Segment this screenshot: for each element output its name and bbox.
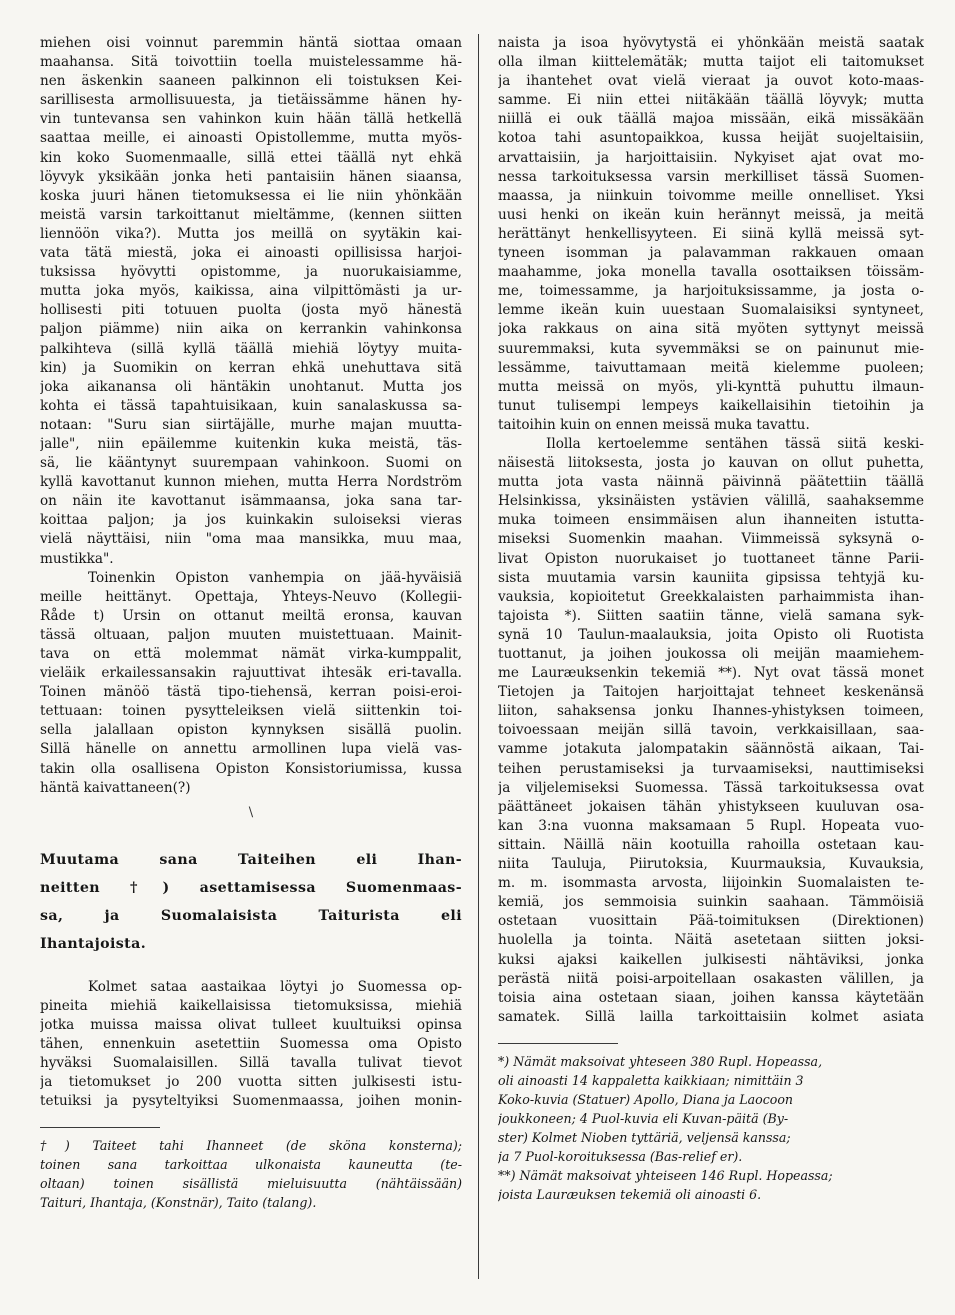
text-line: koittaa paljon; ja jos kuinkakin suloiseksi vieras xyxy=(40,512,462,529)
text-line: livat Opiston nuorukaiset jo tuottaneet tänne Parii- xyxy=(498,550,924,567)
text-line: muka toimeen ensimmäisen alun ihanneiten istutta- xyxy=(498,512,924,529)
footnote-line: †) Taiteet tahi Ihanneet (de sköna konsterna); xyxy=(40,1138,462,1154)
footnote-line: ster) Kolmet Nioben tyttäriä, veljensä kanssa; xyxy=(498,1129,791,1145)
text-line: koska juuri hänen tietomuksessa ei lie niin yhönkään xyxy=(40,187,462,204)
article-heading xyxy=(40,846,462,958)
text-line: löyvyk yksikään jonka heti pantaisiin hänen siaansa, xyxy=(40,168,462,185)
text-line: tässä oltuaan, paljon muuten muistettuaan. Mainit- xyxy=(40,626,462,643)
text-line: lemme ikeän kuin uuestaan Suomalaisiksi syntyneet, xyxy=(498,302,924,319)
text-line: tähen, ennenkuin asetettiin Suomessa oma Opisto xyxy=(40,1036,462,1053)
text-line: uusi henki on ikeän kuin herännyt meissä, ja meitä xyxy=(498,206,924,223)
footnote-line: toinen sana tarkoittaa ulkonaista kauneutta (te- xyxy=(40,1157,462,1173)
text-line: samatek. Sillä lailla tarkoittaisiin kolmet asiata xyxy=(498,1008,924,1025)
text-line: niita Tauluja, Piirutoksia, Kuurmauksia, Kuvauksia, xyxy=(498,856,924,873)
text-line: synä 10 Taulun-maalauksia, joita Opisto oli Ruotista xyxy=(498,626,924,643)
text-line: kyllä kavottanut kunnon miehen, mutta Herra Nordström xyxy=(40,474,462,491)
text-line: ja tietomukset jo 200 vuotta sitten julkisesti istu- xyxy=(40,1074,462,1091)
text-line: kuksi ajaksi kaikellen julkisesti nähtäviksi, jonka xyxy=(498,951,924,968)
text-line: sä, lie kääntynyt suurempaan vahinkoon. Suomi on xyxy=(40,455,462,472)
left-column xyxy=(40,34,462,1212)
text-line: saattaa meille, ei ainoasti Opistollemme, mutta myös- xyxy=(40,130,462,147)
text-line: huolella ja tointa. Näitä asetetaan siitten joksi- xyxy=(498,932,924,949)
text-line: Toinen mänöö tästä tipo-tiehensä, kerran poisi-eroi- xyxy=(40,684,462,701)
text-line: sittain. Näillä näin kootuilla rahoilla ostetaan kau- xyxy=(498,836,924,853)
text-line: maahamme, joka monella tavalla osottaiksen töissäm- xyxy=(498,264,924,281)
text-line: tunut tulisempi lempeys kaikellaisihin tietoihin ja xyxy=(498,397,924,414)
footnote-line: joista Lauræuksen tekemiä oli ainoasti 6. xyxy=(498,1186,762,1202)
text-line: Kolmet sataa aastaikaa löytyi jo Suomessa op- xyxy=(88,978,462,995)
footnote-line: ja 7 Puol-koroituksessa (Bas-relief er). xyxy=(498,1148,743,1164)
text-line: toivoessaan meijän sillä tavoin, verkkaisillaan, saa- xyxy=(498,722,924,739)
text-line: teihen perustamiseksi ja turvaamiseksi, nauttimiseksi xyxy=(498,760,924,777)
text-line: nessa tarkoituksessa varsin merkilliset tässä Suomen- xyxy=(498,168,924,185)
text-line: tuksissa hyövytti opistomme, ja nuorukaisiamme, xyxy=(40,264,462,281)
text-line: sista muutamia varsin kauniita gipsissa tehtyjä ku- xyxy=(498,569,924,586)
text-line: notaan: "Suru sian siirtäjälle, murhe majan muutta- xyxy=(40,416,462,433)
text-line: ja ihantehet ovat vielä vieraat ja ouvot koto-maas- xyxy=(498,73,924,90)
text-line: kin) ja Suomikin on kerran ehkä unehuttava sitä xyxy=(40,359,462,376)
text-line: vata tätä miestä, joka ei ainoasti opillisissa harjoi- xyxy=(40,245,462,262)
text-line: kohta ei tässä tapahtuisikaan, kuin sanalaskussa sa- xyxy=(40,397,462,414)
text-line: lessämme, taivuttamaan meitä kielemme puoleen; xyxy=(498,359,924,376)
column-divider xyxy=(478,34,479,1279)
text-line: tajoista *). Siitten saatiin tänne, vielä samana syk- xyxy=(498,607,924,624)
text-line: meistä varsin tarkoittanut mieltämme, (kennen siitten xyxy=(40,206,462,223)
heading-line: Ihantajoista. xyxy=(40,935,147,952)
text-line: näisestä liitoksesta, josta jo kauvan on ollut puhetta, xyxy=(498,455,924,472)
text-line: toisia aina ostetaan siaan, joihen kanssa käytetään xyxy=(498,989,924,1006)
footnote-line: Koko-kuvia (Statuer) Apollo, Diana ja Laocoon xyxy=(498,1091,794,1107)
text-line: Helsinkissa, yksinäisten ystävien välillä, saahaksemme xyxy=(498,493,924,510)
text-line: m. m. isommasta arvosta, liijoinkin Suomalaisten te- xyxy=(498,875,924,892)
text-line: päättäneet jokaisen tähän yhistykseen kuuluvan osa- xyxy=(498,798,924,815)
text-line: nen äskenkin saaneen palkinnon eli toistuksen Kei- xyxy=(40,73,462,90)
text-line: maassa, ja niinkuin toivomme meille onnelliset. Yksi xyxy=(498,187,924,204)
text-line: samme. Ei niin ettei niitäkään täällä löyvyk; mutta xyxy=(498,92,924,109)
text-line: vauksia, kopioitetut Greekkalaisten parhaimmista ihan- xyxy=(498,588,924,605)
text-line: pineita miehiä kaikellaisissa tietomuksissa, miehiä xyxy=(40,997,462,1014)
text-line: Ilolla kertoelemme sentähen tässä siitä keski- xyxy=(546,435,924,452)
text-line: perästä niitä poisi-arpoitellaan osakasten välillen, ja xyxy=(498,970,924,987)
text-line: paljon piämme) niin aika on kerrankin vahinkonsa xyxy=(40,321,462,338)
footnote-line: **) Nämät maksoivat yhteiseen 146 Rupl. Hopeassa; xyxy=(498,1167,833,1183)
text-line: mutta jota vasta näinnä päivinnä päätettiin täällä xyxy=(498,474,924,491)
text-line: palkihteva (sillä kyllä täällä miehiä löytyy muita- xyxy=(40,340,462,357)
footnote-line: oli ainoasti 14 kappaletta kaikkiaan; nimittäin 3 xyxy=(498,1072,804,1088)
text-line: kan 3:na vuonna maksamaan 5 Rupl. Hopeata vuo- xyxy=(498,817,924,834)
heading-line: neitten †) asettamisessa Suomenmaas- xyxy=(40,879,462,896)
footnote-line: Taituri, Ihantaja, (Konstnär), Taito (talang). xyxy=(40,1195,317,1211)
text-line: mutta meissä on myös, yli-kynttä puhuttu ilmaun- xyxy=(498,378,924,395)
text-line: ostetaan vuosittain Pää-toimituksen (Direktionen) xyxy=(498,913,924,930)
text-line: vamme jotakuta jalompatakin säännöstä aikaan, Tai- xyxy=(498,741,924,758)
text-line: olla ilman kiittelemätäk; mutta taijot eli taitomukset xyxy=(498,54,924,71)
left-body-text xyxy=(40,34,462,798)
text-line: sarillisesta armollisuuesta, ja tietäissämme hänen hy- xyxy=(40,92,462,109)
text-line: arvattaisiin, ja harjoittaisiin. Nykyiset ajat ovat mo- xyxy=(498,149,924,166)
text-line: kin koko Suomenmaalle, sillä ettei täällä nyt ehkä xyxy=(40,149,462,166)
text-line: mutta joka myös, kaikissa, aina vilpittömästi ja ur- xyxy=(40,283,462,300)
text-line: Råde t) Ursin on ottanut meiltä eronsa, kauvan xyxy=(40,607,462,624)
text-line: hollisesti piti totuuen puolta (josta myö hänestä xyxy=(40,302,462,319)
text-line: naista ja isoa hyövytystä ei yhönkään meistä saatak xyxy=(498,35,924,51)
heading-line: sa, ja Suomalaisista Taiturista eli xyxy=(40,907,462,924)
text-line: joka rakkaus on aina sitä myöten syttynyt meissä xyxy=(498,321,924,338)
text-line: tyneen isomman ja palavamman rakkauen omaan xyxy=(498,245,924,262)
footnote-line: joukkoneen; 4 Puol-kuvia eli Kuvan-päitä (By- xyxy=(498,1110,789,1126)
text-line: ja viljelemiseksi Suomessa. Tässä tarkoituksessa ovat xyxy=(498,779,924,796)
text-line: liennöön vika?). Mutta jos meillä on syytäkin kai- xyxy=(40,225,462,242)
left-body-text-2 xyxy=(40,978,462,1112)
section-mark: \ xyxy=(248,804,254,820)
text-line: joka aikanansa oli häntäkin unohtanut. Mutta jos xyxy=(40,378,462,395)
text-line: meille heittänyt. Opettaja, Yhteys-Neuvo (Kollegii- xyxy=(40,588,462,605)
text-line: maahansa. Sitä toivottiin toella muistelessamme hä- xyxy=(40,54,462,71)
text-line: hyväksi Suomalaisillen. Sillä tavalla tulivat tievot xyxy=(40,1055,462,1072)
text-line: liiton, sahaksensa jonku Ihannes-yhistyksen toimeen, xyxy=(498,703,924,720)
right-column xyxy=(498,34,924,1204)
text-line: me, toimessamme, ja harjoituksissamme, ja josta o- xyxy=(498,283,924,300)
text-line: Tietojen ja Taitojen harjoittajat tehneet keskenänsä xyxy=(498,684,924,701)
footnote-divider xyxy=(40,1127,160,1128)
text-line: tuottanut, ja joihen joukossa oli meijän maamiehem- xyxy=(498,646,924,662)
text-line: niillä ei ouk täällä majoa missään, eikä missäkään xyxy=(498,111,924,128)
text-line: on näin ite kavottanut isämmaansa, joka sana tar- xyxy=(40,493,462,510)
text-line: tetuiksi ja pysyteltyiksi Suomenmaassa, joihen monin- xyxy=(40,1093,462,1110)
text-line: kemiä, jos semmoisia suinkin saahaan. Tämmöisiä xyxy=(498,894,924,911)
text-line: vin tuntevansa sen vahinkon kuin hään tällä hetkellä xyxy=(40,111,462,128)
text-line: herättänyt henkellisyyteen. Ei siinä kyllä meissä syt- xyxy=(498,225,924,242)
text-line: Toinenkin Opiston vanhempia on jää-hyväisiä xyxy=(88,569,462,586)
text-line: tava on että molemmat nämät virka-kumppalit, xyxy=(40,646,462,662)
text-line: kotoa tahi asuntopaikkoa, kussa heijät suojeltaisiin, xyxy=(498,130,924,147)
right-body-text xyxy=(498,34,924,1027)
text-line: miseksi Suomenkin maahan. Viimmeissä syksynä o- xyxy=(498,531,924,548)
text-line: mustikka". xyxy=(40,550,114,567)
text-line: me Lauræuksenkin tekemiä **). Nyt ovat tässä monet xyxy=(498,665,924,682)
text-line: häntä kaivattaneen(?) xyxy=(40,779,191,796)
footnote-line: oltaan) toinen sisällistä mieluisuutta (nähtäissään) xyxy=(40,1176,462,1192)
text-line: miehen oisi voinnut paremmin häntä siottaa omaan xyxy=(40,35,462,51)
right-footnote xyxy=(498,1052,924,1204)
text-line: takin olla osallisena Opiston Konsistoriumissa, kussa xyxy=(40,760,462,777)
text-line: sella jalallaan opiston kynnyksen sisällä puolin. xyxy=(40,722,462,739)
footnote-line: *) Nämät maksoivat yhteseen 380 Rupl. Hopeassa, xyxy=(498,1053,823,1069)
text-line: jalle", niin epäilemme kuitenkin kuka meistä, täs- xyxy=(40,435,462,452)
text-line: vieläik erkailessansakin rajuuttivat ihtesäk eri-tavalla. xyxy=(40,665,462,682)
text-line: taitoihin kuin on ennen meissä muka tavattu. xyxy=(498,416,810,433)
text-line: tettuaan: toinen pysytteleiksen vielä siittenkin toi- xyxy=(40,703,462,720)
left-footnote xyxy=(40,1136,462,1212)
text-line: suuremmaksi, kuta syvemmäksi se on painunut mie- xyxy=(498,340,924,357)
footnote-divider xyxy=(498,1043,618,1044)
heading-line: Muutama sana Taiteihen eli Ihan- xyxy=(40,851,462,868)
text-line: jotka muissa maissa olivat tulleet kuultuiksi opinsa xyxy=(40,1016,462,1033)
text-line: Sillä hänelle on annettu armollinen lupa vielä vas- xyxy=(40,741,462,758)
text-line: vielä näyttäisi, niin "oma maa mansikka, muu maa, xyxy=(40,531,462,548)
